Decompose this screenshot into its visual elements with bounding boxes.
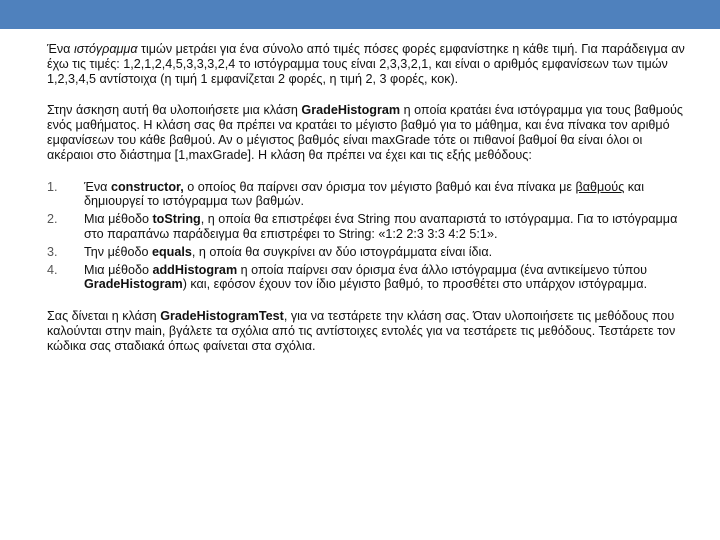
test-paragraph	[47, 309, 687, 353]
text-span: Ένα	[84, 179, 111, 194]
text-span: , η οποία θα επιστρέφει ένα String που αναπαριστά το ιστόγραμμα. Για το ιστόγραμμα στο παραπάνω παράδειγμα θα επιστρέφει το String: «1:2 2:3 3:3 4:2 5:1».	[84, 212, 678, 241]
histogram-term: ιστόγραμμα	[73, 42, 138, 56]
list-number: 1.	[47, 179, 58, 194]
text-span: Μια μέθοδο	[84, 262, 153, 277]
text-span: , για να τεστάρετε την κλάση σας. Όταν υλοποιήσετε τις μεθόδους που καλούνται στην main, βγάλετε τα σχόλια από τις αντίστοιχες εντολές για να τεστάρετε τις μεθόδους. Τεστάρετε τον κώδικα σας σταδιακά όπως φαίνεται στα σχόλια.	[47, 309, 676, 353]
text-span: Μια μέθοδο	[84, 212, 153, 227]
intro-paragraph	[47, 42, 687, 86]
text-span: τιμών μετράει για ένα σύνολο από τιμές πόσες φορές εμφανίστηκε η κάθε τιμή. Για παράδειγμα αν έχω τις τιμές: 1,2,1,2,4,5,3,3,3,2,4 το ιστόγραμμα τους είναι 2,3,3,2,1, και είναι ο αριθμός εμφανίσεων των τιμών 1,2,3,4,5 αντίστοιχα (η τιμή 1 εμφανίζεται 2 φορές, η τιμή 2, 3 φορές, κοκ).	[47, 42, 685, 86]
slide-body	[47, 42, 687, 354]
list-item	[47, 245, 687, 260]
method-name: toString	[152, 212, 201, 227]
list-item	[47, 212, 687, 242]
text-span: ο οποίος θα παίρνει σαν όρισμα τον μέγιστο βαθμό και ένα πίνακα με	[183, 179, 576, 194]
method-name: equals	[151, 244, 192, 259]
text-span: Στην άσκηση αυτή θα υλοποιήσετε μια κλάση	[47, 103, 302, 118]
text-span: η οποία κρατάει ένα ιστόγραμμα για τους βαθμούς ενός μαθήματος. Η κλάση σας θα πρέπει να κρατάει το μέγιστο βαθμό για το μάθημα, και ένα πίνακα τον αριθμό εμφανίσεων του κάθε βαθμού. Αν ο μέγιστος βαθμός είναι maxGrade τότε οι πιθανοί βαθμοί θα είναι όλοι οι ακέραιοι στο διάστημα [1,maxGrade]. Η κλάση θα πρέπει να έχει και τις εξής μεθόδους:	[47, 103, 683, 162]
method-name: constructor,	[110, 179, 184, 194]
text-span: η οποία παίρνει σαν όρισμα ένα άλλο ιστόγραμμα (ένα αντικείμενο τύπου	[237, 262, 647, 277]
underlined-term: βαθμούς	[575, 179, 625, 194]
list-number: 4.	[47, 262, 58, 277]
list-number: 3.	[47, 244, 58, 259]
class-name: GradeHistogramTest	[160, 309, 284, 324]
method-name: addHistogram	[152, 262, 238, 277]
text-span: ) και, εφόσον έχουν τον ίδιο μέγιστο βαθμό, το προσθέτει στο υπάρχον ιστόγραμμα.	[182, 277, 648, 292]
list-item	[47, 263, 687, 293]
list-number: 2.	[47, 212, 58, 227]
text-span: , η οποία θα συγκρίνει αν δύο ιστογράμματα είναι ίδια.	[191, 244, 493, 259]
task-paragraph	[47, 103, 687, 162]
text-span: Ένα	[47, 42, 74, 56]
methods-list	[47, 180, 687, 293]
class-name: GradeHistogram	[84, 277, 183, 292]
class-name: GradeHistogram	[301, 103, 401, 118]
text-span: και δημιουργεί το ιστόγραμμα των βαθμών.	[84, 179, 644, 209]
list-item	[47, 180, 687, 210]
text-span: Την μέθοδο	[84, 244, 152, 259]
header-bar	[0, 0, 720, 29]
text-span: Σας δίνεται η κλάση	[47, 309, 161, 324]
